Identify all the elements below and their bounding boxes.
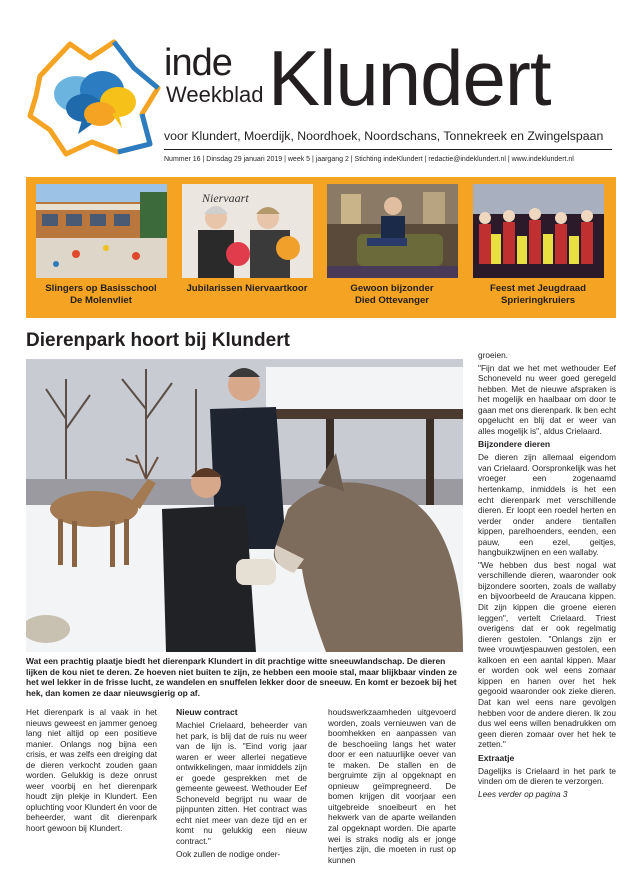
paragraph: houdswerkzaamheden uitgevoerd worden, zoals vernieuwen van de boomhekken en aanpassen van de beschoeiing langs het water door er een natuurlijke oever van te maken. De stallen en de bergruimte zijn al opgeknapt en opnieuw geïmpregneerd. De bomen krijgen dit voorjaar een uitgebreide snoeibeurt en het hekwerk van de aparte weilanden zal opgeknapt worden. Die aparte wei is straks nodig als er jonge hertjes zijn, die moeten in rust op kunnen (328, 707, 456, 865)
photo-caption: Wat een prachtig plaatje biedt het dierenpark Klundert in dit prachtige witte sneeuwlandschap. De dieren lijken de kou niet te deren. Ze hoeven niet buiten te zijn, ze hebben een mooie stal, maar blijkbaar vinden ze het wel lekker in de frisse lucht, ze wandelen en snuffelen lekker door de sneeuw. En komt er bezoek bij het hek, dan komen ze daar nieuwsgierig op af. (26, 656, 457, 698)
teaser-caption-2-line1: Jubilarissen Niervaartkoor (186, 283, 308, 294)
masthead-title-klundert: Klundert (268, 34, 551, 122)
teaser-caption-1[interactable] (31, 283, 171, 307)
article-column-3 (328, 707, 456, 867)
masthead-places: voor Klundert, Moerdijk, Noordhoek, Noordschans, Tonnekreek en Zwingelspaan (164, 129, 604, 143)
paragraph: "We hebben dus best nogal wat verschillende dieren, waaronder ook bijzondere soorten, zoals de wallaby en bijvoorbeeld de Araucana kippen. Dit zijn kippen die groene eieren leggen", vertelt Crielaard. Triest overigens dat er ook regelmatig dieren gestolen. "Onlangs zijn er twee vrouwtjespauwen gestolen, een kalkoen en een aantal kippen. Maar er worden ook wel eens zomaar kippen en hanen over het hek gegooid waaronder ook zieke dieren. Dat kan wel eens nare gevolgen hebben voor de andere dieren. Ik zou dus wel eens willen benadrukken om geen dieren zomaar over het hek te zetten." (478, 559, 616, 750)
teaser-caption-2[interactable] (177, 283, 317, 295)
subheading-bijzondere-dieren: Bijzondere dieren (478, 439, 551, 450)
masthead-title-inde: inde (164, 42, 232, 84)
teaser-band (26, 177, 616, 318)
subheading-nieuw-contract: Nieuw contract (176, 707, 238, 717)
issue-info: Nummer 16 | Dinsdag 29 januari 2019 | week 5 | jaargang 2 | Stichting indeKlundert | redactie@indeklundert.nl | www.indeklundert.nl (164, 156, 574, 163)
teaser-photo-school[interactable] (36, 184, 167, 278)
article-main-photo (26, 359, 463, 652)
teaser-caption-3-line1: Gewoon bijzonder (350, 283, 434, 294)
paragraph: groeien. (478, 350, 508, 360)
paragraph: Het dierenpark is al vaak in het nieuws geweest en jammer genoeg lang niet altijd op een positieve manier. Onlangs nog bijna een crisis, er was zelfs een dreiging dat de dieren verkocht zouden gaan worden. Gelukkig is deze onrust weer voorbij en het dierenpark houdt zijn plekje in Klundert. Een opluchting voor Klundert én voor de beheerder, want dit dierenpark hoort gewoon bij Klundert. (26, 707, 157, 834)
masthead-divider (164, 149, 612, 150)
paragraph: "Fijn dat we het met wethouder Eef Schoneveld nu weer goed geregeld hebben. Met de nieuwe afspraken is het mogelijk en haalbaar om door te gaan met ons dierenpark. Ik ben echt opgelucht en blij dat er weer van alles mogelijk is", aldus Crielaard. (478, 362, 616, 436)
masthead-title-weekblad: Weekblad (166, 82, 264, 107)
teaser-caption-3[interactable] (322, 283, 462, 307)
teaser-photo-jubilarissen[interactable] (182, 184, 313, 278)
paragraph: Ook zullen de nodige onder- (176, 848, 281, 859)
teaser-caption-4[interactable] (468, 283, 608, 307)
paragraph: Dagelijks is Crielaard in het park te vinden om de dieren te verzorgen. (478, 765, 616, 787)
article-column-2 (176, 707, 307, 861)
teaser-photo-text: Niervaart (202, 191, 249, 205)
teaser-caption-4-line2: Sprieringkruiers (500, 295, 576, 306)
teaser-caption-4-line1: Feest met Jeugdraad (490, 283, 586, 294)
paragraph: Machiel Crielaard, beheerder van het park, is blij dat de ruis nu weer van de lijn is. "Eind vorig jaar waren er weer allerlei negatieve ontwikkelingen, maar inmiddels zijn er goede gesprekken met de gemeente geweest. Wethouder Eef Schoneveld begrijpt nu waar de pijnpunten zitten. Het contract was echt niet meer van deze tijd en er komt nu gelukkig een nieuw contract." (176, 720, 307, 847)
article-headline: Dierenpark hoort bij Klundert (26, 330, 290, 351)
article-column-4 (478, 350, 616, 801)
subheading-extraatje: Extraatje (478, 752, 515, 763)
teaser-caption-1-line2: De Molenvliet (70, 295, 132, 306)
continued-link[interactable]: Lees verder op pagina 3 (478, 788, 568, 799)
speech-bubbles-logo-icon (22, 38, 162, 158)
teaser-photo-jeugdraad[interactable] (473, 184, 604, 278)
article-column-1 (26, 707, 157, 836)
paragraph: De dieren zijn allemaal eigendom van Crielaard. Oorspronkelijk was het vroeger een zogenaamd hertenkamp, inmiddels is het een echt dierenpark met verschillende dieren. Er loopt een roedel herten en verder onder andere tientallen kippen, parelhoenders, eenden, een pauw, een ezel, geitjes, hangbuikzwijnen en een wallaby. (478, 452, 616, 558)
teaser-caption-1-line1: Slingers op Basisschool (45, 283, 157, 294)
teaser-photo-ottevanger[interactable] (327, 184, 458, 278)
teaser-caption-3-line2: Died Ottevanger (354, 295, 430, 306)
